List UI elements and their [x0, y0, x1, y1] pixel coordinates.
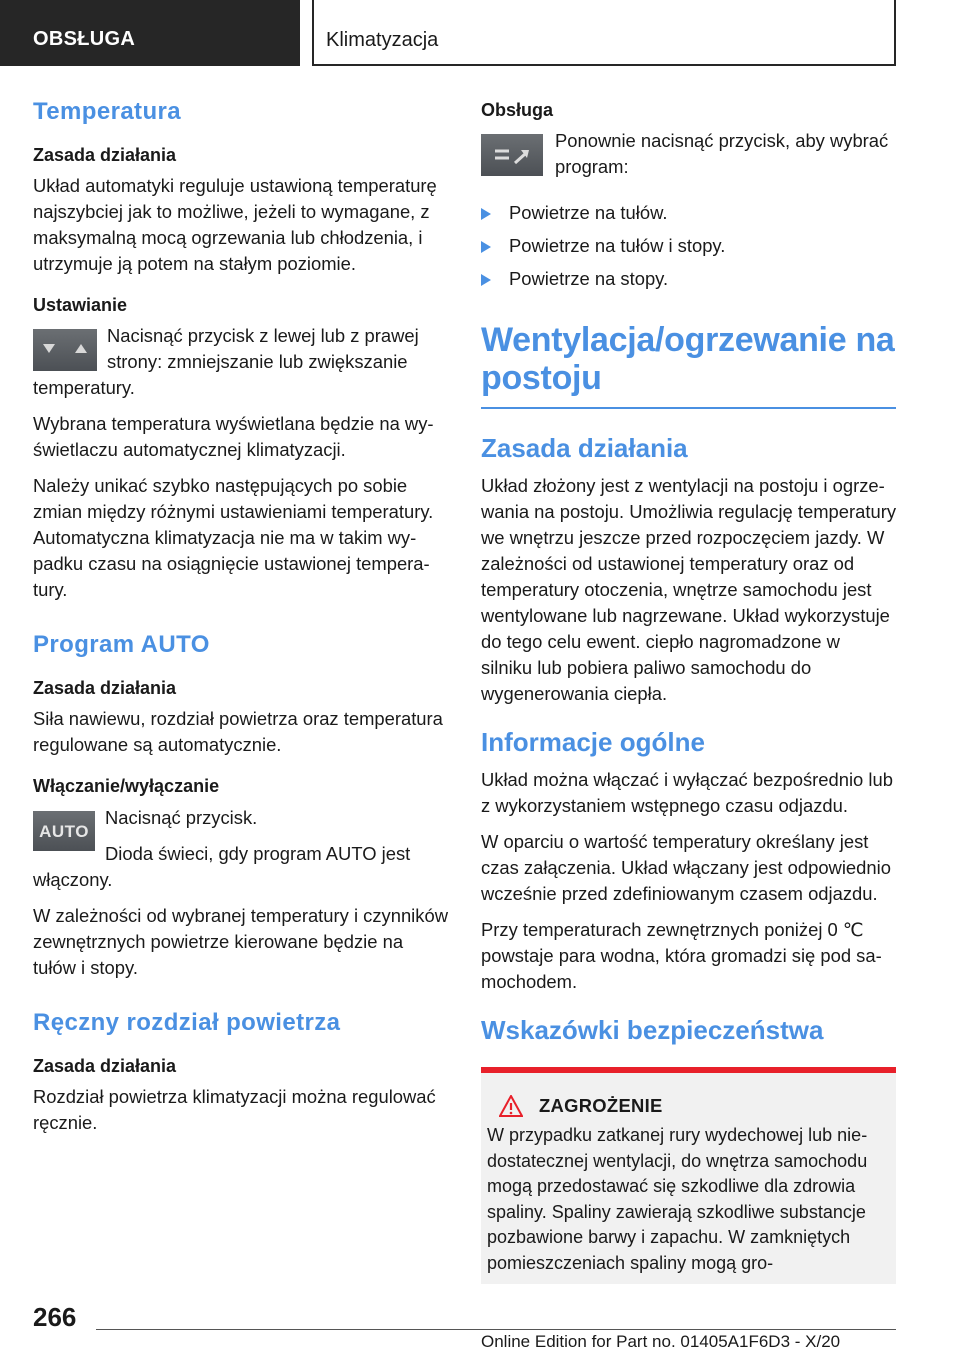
- heading-temperatura: Temperatura: [33, 98, 182, 125]
- bullet-list: [481, 200, 896, 292]
- heading-zasada-dzialania: Zasada działania: [481, 433, 688, 464]
- paragraph: Siła nawiewu, rozdział powietrza oraz temperatura regulowane są automatycznie.: [33, 708, 443, 756]
- arrow-up-icon: [75, 344, 87, 353]
- triangle-bullet-icon: [481, 208, 491, 220]
- paragraph: Układ złożony jest z wentylacji na postoju i ogrzewania na postoju. Umożliwia regulację temperatury we wnętrzu jeszcze przed rozpoczęciem jazdy. W zależności od ustawionej temperatury oraz od temperatury otoczenia, wnętrze samochodu jest wentylowane lub nagrzewane. Układ wykorzystuje do tego celu ewent. ciepło nagromadzone w silniku lub pobiera paliwo samochodu do wygenerowania ciepła.: [481, 475, 897, 705]
- list-item: Powietrze na stopy.: [481, 266, 896, 292]
- paragraph: Przy temperaturach zewnętrznych poniżej 0 ℃ powstaje para wodna, która gromadzi się pod samochodem.: [481, 919, 882, 993]
- right-column: [481, 98, 896, 1284]
- subheading-zasada: Zasada działania: [33, 678, 177, 699]
- paragraph: Nacisnąć przycisk z lewej lub z prawej strony: zmniejszanie lub zwiększanie temperatury.: [33, 325, 419, 399]
- auto-button-icon: [33, 811, 95, 851]
- temperature-button-icon: [33, 329, 97, 371]
- paragraph: Rozdział powietrza klimatyzacji można regulować ręcznie.: [33, 1085, 436, 1133]
- paragraph: Układ automatyki reguluje ustawioną temperaturę najszybciej jak to możliwe, jeżeli to wymagane, z maksymalną mocą ogrzewania lub chłodzenia, i utrzymuje ją potem na stałym poziomie.: [33, 175, 437, 275]
- warning-title-row: [487, 1095, 888, 1117]
- air-distribution-button-icon: [481, 134, 543, 176]
- triangle-bullet-icon: [481, 241, 491, 253]
- header-topic-label: Klimatyzacja: [326, 29, 439, 51]
- paragraph: Dioda świeci, gdy program AUTO jest włączony.: [33, 842, 411, 890]
- subheading-zasada: Zasada działania: [33, 1055, 177, 1076]
- subheading-ustawianie: Ustawianie: [33, 295, 128, 316]
- paragraph: W zależności od wybranej temperatury i czynników zewnętrznych powietrze kierowane będzie na tułów i stopy.: [33, 904, 448, 978]
- heading-informacje-ogolne: Informacje ogólne: [481, 727, 705, 758]
- heading-wskazowki: Wskazówki bezpieczeństwa: [481, 1015, 824, 1046]
- subheading-zasada: Zasada działania: [33, 144, 177, 165]
- page-number: 266: [33, 1302, 77, 1332]
- heading-reczny-rozdzial: Ręczny rozdział powietrza: [33, 1008, 341, 1036]
- paragraph: Wybrana temperatura wyświetlana będzie na wyświetlaczu automatycznej klimatyzacji.: [33, 413, 434, 461]
- paragraph: Należy unikać szybko następujących po sobie zmian między różnymi ustawieniami temperatury. Automatyczna klimatyzacja nie ma w takim wypadku czasu na osiągnięcie ustawionej temperatury.: [33, 475, 434, 601]
- warning-title: ZAGROŻENIE: [539, 1095, 663, 1117]
- auto-button-label: AUTO: [39, 821, 89, 841]
- header-topic-tab: [312, 0, 896, 66]
- warning-box: [481, 1067, 896, 1284]
- heading-rule: [481, 407, 896, 409]
- header-section-tab: [0, 0, 300, 66]
- paragraph: Nacisnąć przycisk.: [105, 806, 258, 828]
- footer-edition: Online Edition for Part no. 01405A1F6D3 - X/20: [481, 1332, 841, 1351]
- paragraph: W oparciu o wartość temperatury określany jest czas załączenia. Układ włączany jest odpowiednio wcześnie przed zdefiniowanym czasem odjazdu.: [481, 831, 891, 905]
- footer-rule: [96, 1329, 896, 1330]
- triangle-bullet-icon: [481, 274, 491, 286]
- list-item: Powietrze na tułów i stopy.: [481, 233, 896, 259]
- arrow-down-icon: [43, 344, 55, 353]
- heading-wentylacja: Wentylacja/ogrzewanie na postoju: [481, 321, 895, 398]
- list-item: Powietrze na tułów.: [481, 200, 896, 226]
- subheading-obsluga: Obsługa: [481, 100, 554, 120]
- heading-program-auto: Program AUTO: [33, 631, 210, 659]
- header-section-label: OBSŁUGA: [33, 28, 136, 50]
- paragraph: Ponownie nacisnąć przycisk, aby wybrać program:: [555, 130, 889, 178]
- air-flow-icon: [481, 134, 543, 176]
- paragraph: Układ można włączać i wyłączać bezpośrednio lub z wykorzystaniem wstępnego czasu odjazdu.: [481, 769, 893, 817]
- subheading-wlaczanie: Włączanie/wyłączanie: [33, 776, 220, 797]
- left-column: [33, 98, 451, 1146]
- warning-text: W przypadku zatkanej rury wydechowej lub niedostatecznej wentylacji, do wnętrza samochodu mogą przedostawać się szkodliwe dla zdrowia spaliny. Spaliny zawierają szkodliwe substancje pozbawione barwy i zapachu. W zamkniętych pomieszczeniach spaliny mogą gro-: [487, 1125, 868, 1273]
- warning-triangle-icon: [499, 1095, 523, 1117]
